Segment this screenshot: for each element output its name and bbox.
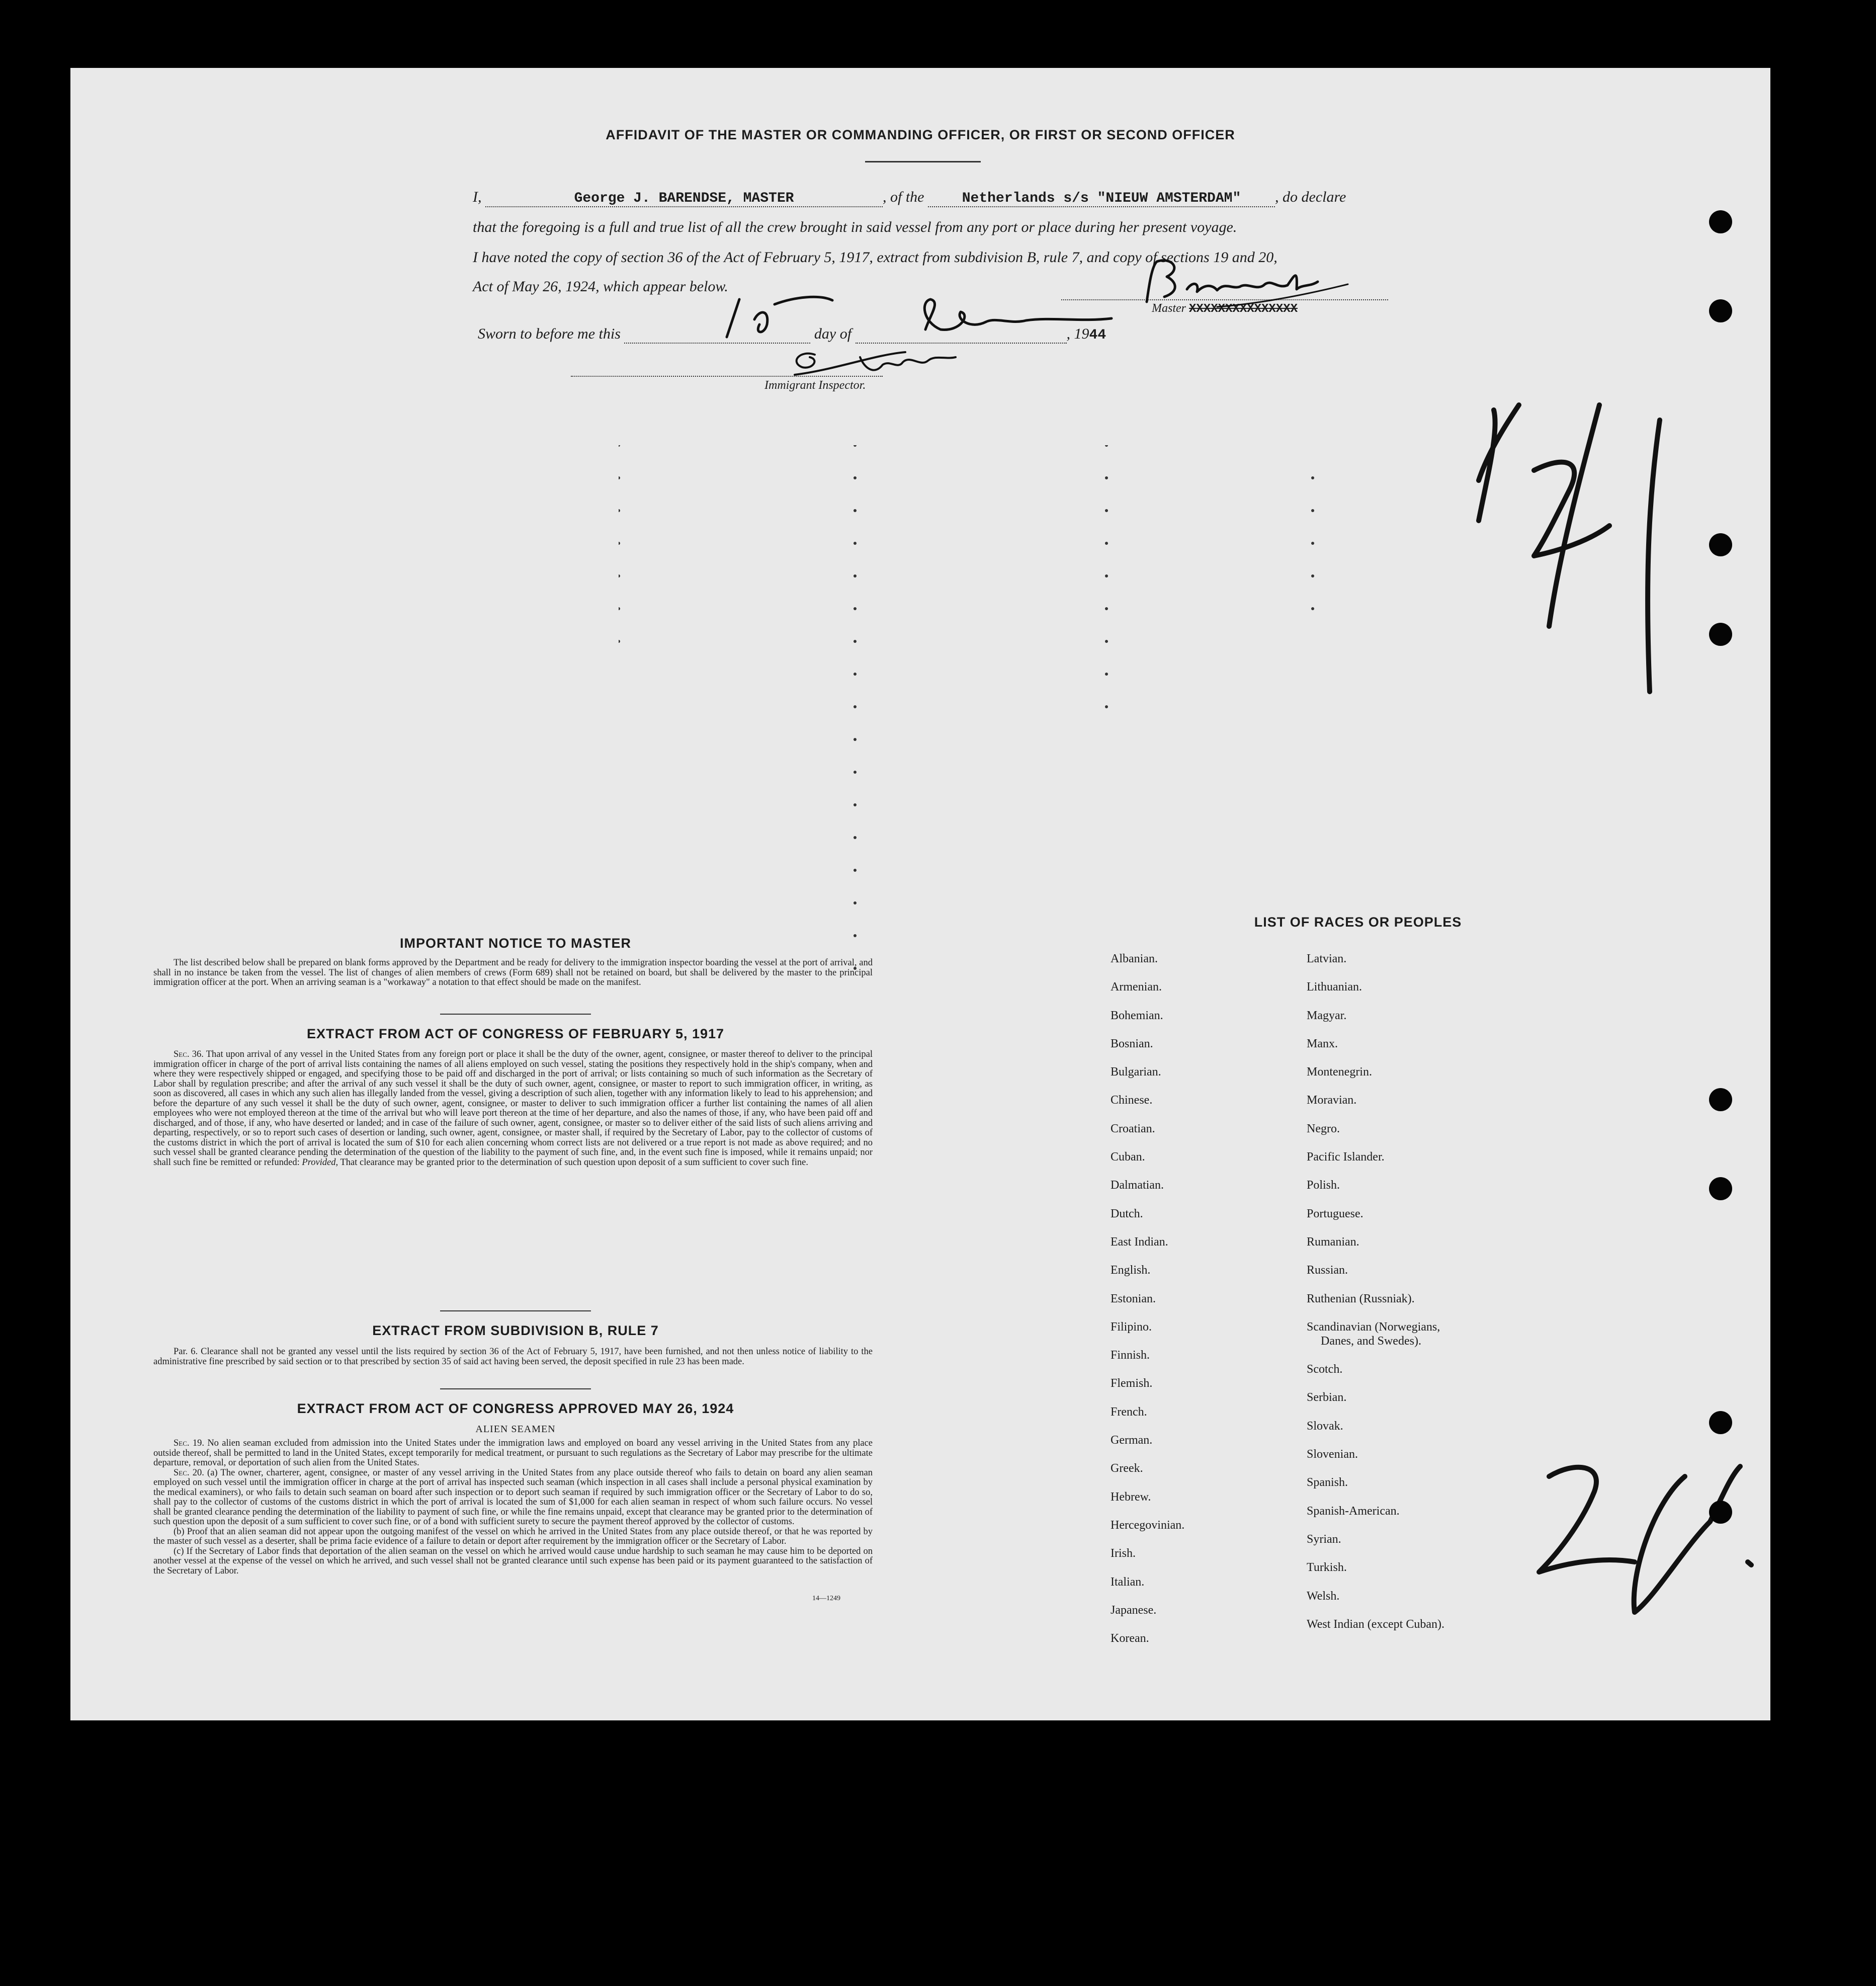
signature-role: Master XXXXXXXXXXXXXXX [1152,302,1298,316]
sworn-prefix: Sworn to before me this [478,325,621,342]
extract-1917-body [153,1050,873,1168]
race-item: Albanian. [1111,952,1158,965]
race-item: Bosnian. [1111,1037,1153,1050]
extract-1917-rule [440,1310,591,1311]
sec-20-label: Sec. 20. [174,1467,204,1478]
race-item: Dalmatian. [1111,1179,1164,1192]
race-item: Russian. [1307,1264,1348,1277]
punch-hole [1709,1411,1732,1434]
sec-19-label: Sec. 19. [174,1438,204,1448]
master-name-field: George J. BARENDSE, MASTER [485,191,883,207]
affidavit-title: AFFIDAVIT OF THE MASTER OR COMMANDING OFFICER, OR FIRST OR SECOND OFFICER [606,127,1235,142]
race-item: Scandinavian (Norwegians, [1307,1320,1440,1334]
extract-1917-title: EXTRACT FROM ACT OF CONGRESS OF FEBRUARY 5, 1917 [306,1026,725,1041]
race-item: Greek. [1111,1462,1143,1475]
inspector-signature [775,340,996,385]
race-item: Spanish-American. [1307,1504,1400,1518]
race-item: West Indian (except Cuban). [1307,1617,1444,1631]
rule-7-rule [440,1388,591,1389]
notice-title: IMPORTANT NOTICE TO MASTER [400,936,631,951]
race-item: Japanese. [1111,1603,1157,1617]
race-item: Flemish. [1111,1377,1153,1390]
notice-text: The list described below shall be prepared on blank forms approved by the Department and be ready for delivery to the immigration inspector boarding the vessel at the port of arrival, and shall in no instance be taken from the vessel. The list of changes of alien members of crews (Form 689) shall not be retained on board, but shall be delivered by the master to the principal immigration officer at the port. When an arriving seaman is a "workaway" a notation to that effect should be made on the manifest. [153,958,873,987]
race-item: Turkish. [1307,1561,1347,1575]
race-item: German. [1111,1434,1153,1447]
race-item: Montenegrin. [1307,1065,1372,1079]
punch-hole [1709,533,1732,556]
race-item: Latvian. [1307,952,1347,965]
year-prefix: , 19 [1066,325,1089,342]
year-value: 44 [1089,327,1106,343]
race-item: Hebrew. [1111,1490,1151,1504]
race-item: Slovak. [1307,1419,1343,1433]
race-item: Bulgarian. [1111,1065,1161,1079]
declare-text: , do declare [1275,189,1346,205]
race-item: Dutch. [1111,1207,1143,1220]
i-prefix: I, [473,189,482,205]
race-item: Rumanian. [1307,1235,1359,1249]
race-item: Scotch. [1307,1363,1343,1376]
sec-36-label: Sec. 36. [174,1049,204,1059]
race-item: Bohemian. [1111,1009,1163,1022]
race-item: Polish. [1307,1179,1340,1192]
sec-20c-text: (c) If the Secretary of Labor finds that deportation of the alien seaman on the vessel on which he arrived would cause undue hardship to such seaman he may cause him to be deported on another vessel at the expense of the vessel on which he arrived, and such vessel shall not be granted clearance until such expense has been paid or its payment guaranteed to the satisfaction of the Secretary of Labor. [153,1546,873,1576]
sec-19-text: No alien seaman excluded from admission into the United States under the immigration laws and employed on board any vessel arriving in the United States from any place outside thereof, shall be permitted to land in the United States, except temporarily for medical treatment, or pursuant to such regulations as the Secretary of Labor may prescribe for the ultimate departure, removal, or deportation of such alien from the United States. [153,1438,873,1468]
handwritten-number-bottom [1519,1446,1760,1668]
sec-20b-text: (b) Proof that an alien seaman did not appear upon the outgoing manifest of the vessel on which he arrived in the United States from any place outside thereof, or that he was reported by the master of such vessel as a deserter, shall be prima facie evidence of a failure to detain or deport after requirement by the immigration officer or the Secretary of Labor. [153,1526,873,1546]
race-item: East Indian. [1111,1235,1168,1249]
race-item: Slovenian. [1307,1448,1358,1461]
race-item: Magyar. [1307,1009,1347,1022]
rule-7-body [153,1347,873,1367]
races-title: LIST OF RACES OR PEOPLES [1254,915,1462,930]
extract-1924-body [153,1439,873,1576]
race-item: Moravian. [1307,1094,1357,1107]
extract-1924-title: EXTRACT FROM ACT OF CONGRESS APPROVED MAY 26, 1924 [297,1401,734,1416]
sec-20a-text: (a) The owner, charterer, agent, consignee, or master of any vessel arriving in the United States from any place outside thereof who fails to detain on board any alien seaman employed on such vessel until the immigration officer in charge at the port of arrival has inspected such seaman (which inspection in all cases shall include a personal physical examination by the medical examiners), or who fails to detain such seaman on board after such inspection or to deport such seaman if required by such immigration officer or the Secretary of Labor to do so, shall pay to the collector of customs of the customs district in which the port of arrival is located the sum of $1,000 for each alien seaman in respect of whom such failure occurs. No vessel shall be granted clearance pending the determination of the liability to payment of such fine, or while the fine remains unpaid, except that clearance may be granted prior to the determination of such question upon the deposit of a sum sufficient to cover such fine, or of a bond with sufficient surety to secure the payment thereof approved by the collector of customs. [153,1467,873,1527]
inspector-label: Immigrant Inspector. [764,379,866,392]
handwritten-day [719,289,840,345]
race-item: Syrian. [1307,1532,1341,1546]
of-the-text: , of the [883,189,924,205]
punch-hole [1709,623,1732,646]
race-item: Italian. [1111,1575,1145,1589]
race-item: Korean. [1111,1632,1149,1645]
form-number: 14—1249 [812,1595,840,1602]
race-item: Spanish. [1307,1476,1348,1490]
races-left-column [1111,952,1184,1660]
race-item: Chinese. [1111,1094,1153,1107]
affidavit-line-4: Act of May 26, 1924, which appear below. [473,278,728,295]
race-item: Pacific Islander. [1307,1150,1385,1164]
race-item: Portuguese. [1307,1207,1363,1220]
race-item: French. [1111,1405,1147,1419]
notice-rule [440,1014,591,1015]
race-item: Ruthenian (Russniak). [1307,1292,1415,1305]
race-item: Serbian. [1307,1391,1347,1404]
race-item: Filipino. [1111,1320,1152,1334]
affidavit-line-1 [473,189,1346,207]
punch-hole [1709,1088,1732,1111]
races-right-column [1307,952,1444,1646]
sec-36-end: That clearance may be granted prior to the determination of such question upon deposit of a sum sufficient to cover such fine. [340,1157,808,1168]
race-item: Negro. [1307,1122,1340,1135]
struck-text: XXXXXXXXXXXXXXX [1189,302,1298,316]
race-item: Estonian. [1111,1292,1156,1305]
alien-seamen-subtitle: ALIEN SEAMEN [475,1424,556,1435]
punch-hole [1709,210,1732,233]
punch-hole [1709,1177,1732,1200]
rule-7-text: Par. 6. Clearance shall not be granted any vessel until the lists required by section 36 of the Act of February 5, 1917, have been furnished, and not then unless notice of liability to the administrative fine prescribed by said section or to that prescribed by section 35 of said act having been served, the deposit specified in rule 23 has been made. [153,1347,873,1367]
race-item: Hercegovinian. [1111,1518,1185,1532]
affidavit-line-2: that the foregoing is a full and true list of all the crew brought in said vessel from any port or place during her present voyage. [473,219,1237,235]
race-item: Welsh. [1307,1589,1340,1603]
race-item: Armenian. [1111,980,1162,994]
race-item: Finnish. [1111,1349,1150,1362]
proviso-label: Provided, [302,1157,338,1168]
sec-36-text: That upon arrival of any vessel in the United States from any foreign port or place it shall be the duty of the owner, agent, consignee, or master thereof to deliver to the principal immigration officer in charge of the port of arrival lists containing the names of all aliens employed on such vessel, stating the positions they respectively hold in the ship's company, when and where they were respectively shipped or engaged, and specifying those to be paid off and discharged in the port of arrival; or lists containing so much of such information as the Secretary of Labor shall by regulation prescribe; and after the arrival of any such vessel it shall be the duty of such owner, agent, consignee, or master to report to such immigration officer, in writing, as soon as discovered, all cases in which any such alien has illegally landed from the vessel, giving a description of such alien, together with any information likely to lead to his apprehension; and before the departure of any such vessel it shall be the duty of such owner, agent, consignee, or master to deliver to such immigration officer a further list containing the names of all alien employees who were not employed thereon at the time of the arrival but who will leave port thereon at the time of her departure, and also the names of those, if any, who have been paid off and discharged, and of those, if any, who have deserted or landed; and in case of the failure of such owner, agent, consignee, or master so to deliver either of the said lists of such aliens arriving and departing, respectively, or so to report such cases of desertion or landing, such owner, agent, consignee, or master shall, if required by the Secretary of Labor, pay to the collector of customs of the customs district in which the port of arrival is located the sum of $10 for each alien concerning whom correct lists are not delivered or a true report is not made as above required; and no such vessel shall be granted clearance pending the determination of the question of the liability to the payment of such fine, and, in the event such fine is imposed, while it remains unpaid; nor shall such fine be remitted or refunded: [153,1049,873,1168]
notice-body [153,958,873,988]
handwritten-number-top [1448,390,1690,702]
race-item: English. [1111,1264,1151,1277]
master-signature [1137,254,1358,309]
document-page [70,68,1770,1720]
affidavit-line-3: I have noted the copy of section 36 of the Act of February 5, 1917, extract from subdivision B, rule 7, and copy of sections 19 and 20, [473,249,1277,266]
day-of-label: day of [814,325,852,342]
race-item: Manx. [1307,1037,1338,1050]
race-item: Lithuanian. [1307,980,1362,994]
race-item: Cuban. [1111,1150,1145,1164]
race-item: Irish. [1111,1547,1136,1560]
title-rule [865,161,981,162]
race-item: Danes, and Swedes). [1321,1334,1421,1348]
handwritten-month [910,294,1122,340]
rule-7-title: EXTRACT FROM SUBDIVISION B, RULE 7 [372,1323,659,1338]
race-item: Croatian. [1111,1122,1155,1135]
vessel-field: Netherlands s/s "NIEUW AMSTERDAM" [928,191,1275,207]
punch-hole [1709,299,1732,322]
punch-hole [1709,1501,1732,1524]
